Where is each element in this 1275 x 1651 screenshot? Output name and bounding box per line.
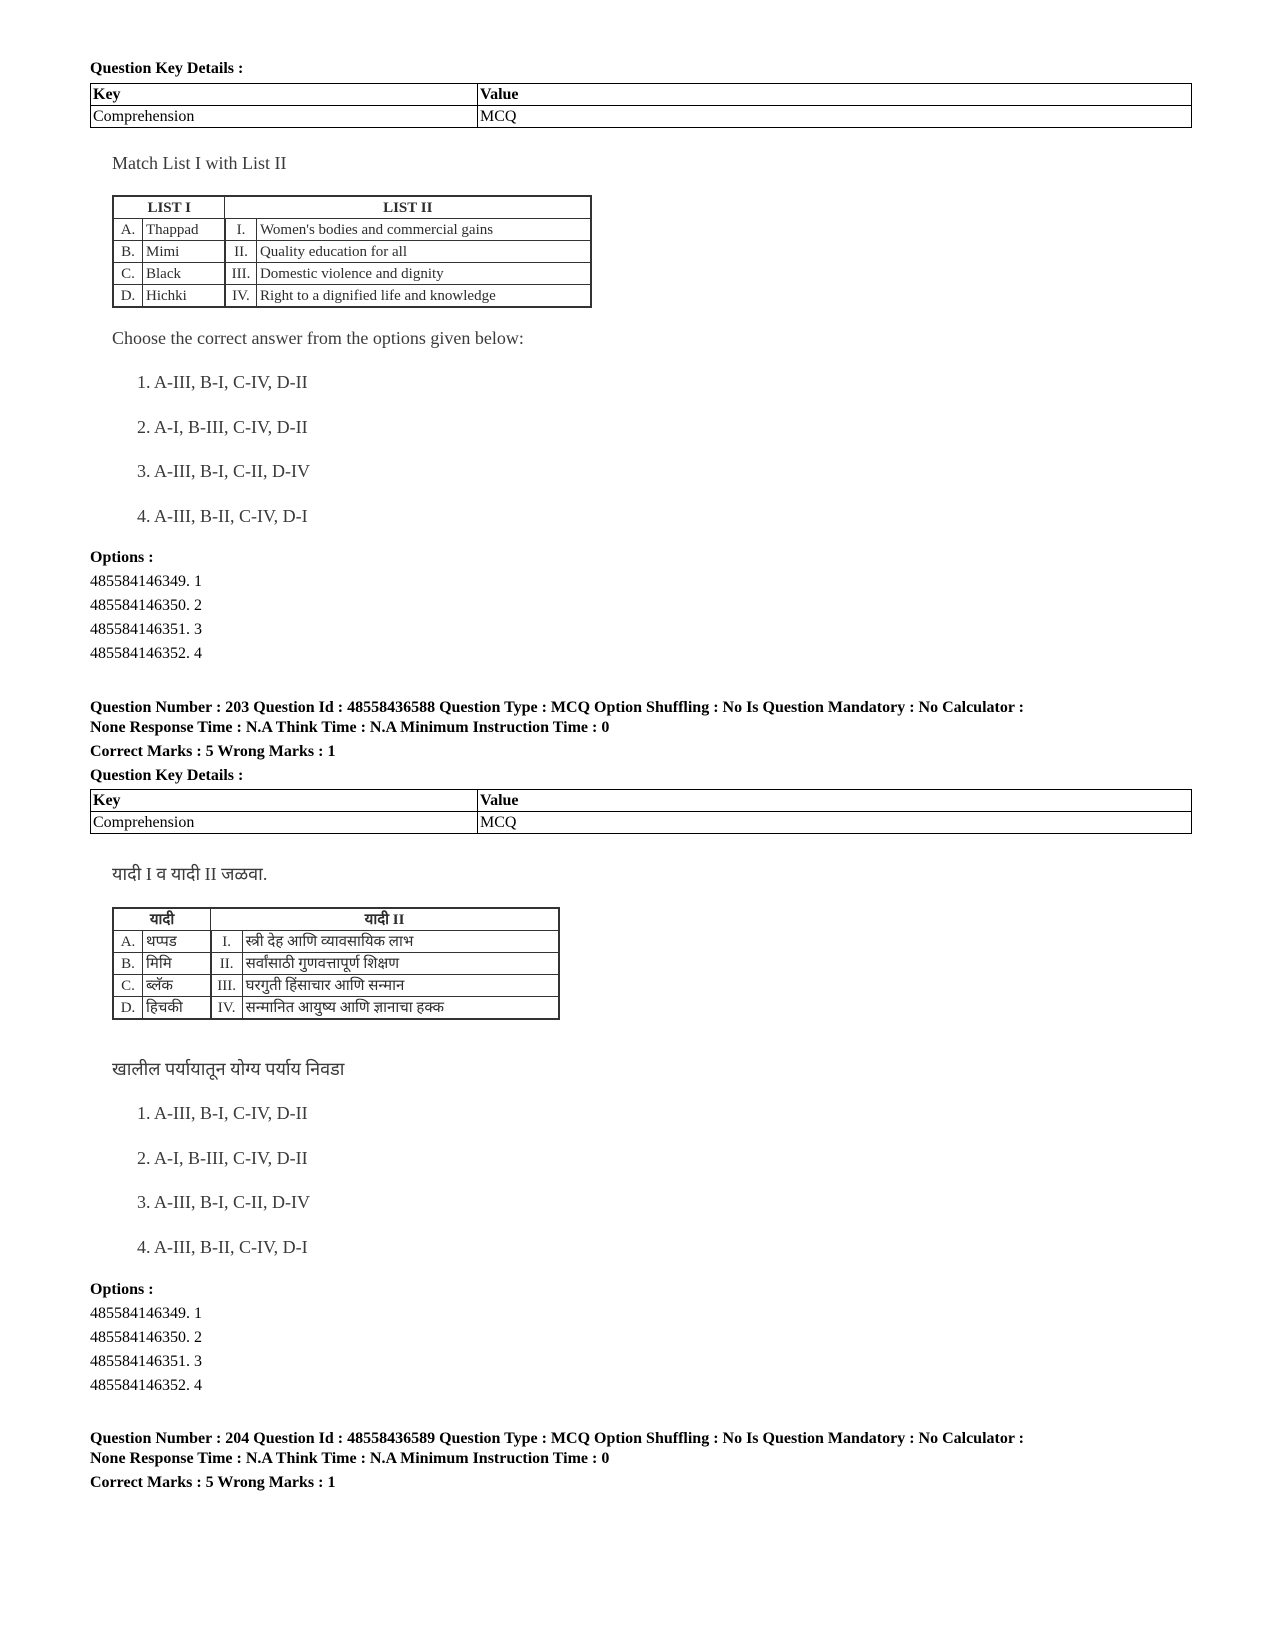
answer-choice: 3. A-III, B-I, C-II, D-IV xyxy=(137,1192,310,1212)
value-cell: MCQ xyxy=(478,106,1192,128)
key-details-label: Question Key Details : xyxy=(90,767,244,784)
question-meta-line: None Response Time : N.A Think Time : N.A Minimum Instruction Time : 0 xyxy=(90,1450,610,1467)
row-numeral: I. xyxy=(225,219,257,241)
list-row xyxy=(113,241,591,263)
key-value-table xyxy=(90,83,1192,128)
row-numeral: IV. xyxy=(225,285,257,308)
match-list-table xyxy=(112,195,592,308)
marks-line: Correct Marks : 5 Wrong Marks : 1 xyxy=(90,743,336,760)
option-item: 485584146351. 3 xyxy=(90,621,202,638)
row-item: Mimi xyxy=(143,241,225,263)
list1-header: यादी xyxy=(113,908,211,931)
list-header-row xyxy=(113,196,591,219)
row-letter: B. xyxy=(113,953,143,975)
row-numeral: II. xyxy=(211,953,243,975)
choose-instruction: खालील पर्यायातून योग्य पर्याय निवडा xyxy=(112,1059,345,1079)
key-cell: Comprehension xyxy=(91,812,478,834)
option-item: 485584146352. 4 xyxy=(90,1377,202,1394)
option-item: 485584146350. 2 xyxy=(90,1329,202,1346)
key-header: Key xyxy=(91,84,478,106)
row-item: मिमि xyxy=(143,953,211,975)
row-item: हिचकी xyxy=(143,997,211,1020)
row-numeral: III. xyxy=(225,263,257,285)
question-meta-line: None Response Time : N.A Think Time : N.A Minimum Instruction Time : 0 xyxy=(90,719,610,736)
row-letter: B. xyxy=(113,241,143,263)
answer-choice: 2. A-I, B-III, C-IV, D-II xyxy=(137,1148,308,1168)
row-numeral: I. xyxy=(211,931,243,953)
answer-choice: 1. A-III, B-I, C-IV, D-II xyxy=(137,1103,308,1123)
option-item: 485584146349. 1 xyxy=(90,573,202,590)
list-row xyxy=(113,975,559,997)
question-meta-line: Question Number : 204 Question Id : 48558436589 Question Type : MCQ Option Shuffling : No Is Question Mandatory : No Calculator : xyxy=(90,1430,1024,1447)
list-row xyxy=(113,219,591,241)
row-letter: A. xyxy=(113,931,143,953)
row-item: थप्पड xyxy=(143,931,211,953)
row-item: ब्लॅक xyxy=(143,975,211,997)
row-item: Thappad xyxy=(143,219,225,241)
row-description: Domestic violence and dignity xyxy=(256,263,591,285)
row-description: सन्मानित आयुष्य आणि ज्ञानाचा हक्क xyxy=(242,997,559,1020)
list-row xyxy=(113,931,559,953)
list-row xyxy=(113,953,559,975)
match-list-table xyxy=(112,907,560,1020)
option-item: 485584146351. 3 xyxy=(90,1353,202,1370)
row-description: सर्वांसाठी गुणवत्तापूर्ण शिक्षण xyxy=(242,953,559,975)
list-header-row xyxy=(113,908,559,931)
question-intro: यादी I व यादी II जळवा. xyxy=(112,864,268,884)
key-header: Key xyxy=(91,790,478,812)
option-item: 485584146349. 1 xyxy=(90,1305,202,1322)
marks-line: Correct Marks : 5 Wrong Marks : 1 xyxy=(90,1474,336,1491)
row-letter: D. xyxy=(113,285,143,308)
table-header-row xyxy=(91,84,1192,106)
list-row xyxy=(113,285,591,308)
answer-choice: 4. A-III, B-II, C-IV, D-I xyxy=(137,1237,308,1257)
row-item: Hichki xyxy=(143,285,225,308)
list-row xyxy=(113,997,559,1020)
question-intro: Match List I with List II xyxy=(112,153,287,173)
value-header: Value xyxy=(478,84,1192,106)
options-label: Options : xyxy=(90,1281,154,1298)
table-row xyxy=(91,812,1192,834)
row-numeral: IV. xyxy=(211,997,243,1020)
choose-instruction: Choose the correct answer from the options given below: xyxy=(112,328,524,348)
key-details-label: Question Key Details : xyxy=(90,60,244,77)
answer-choice: 4. A-III, B-II, C-IV, D-I xyxy=(137,506,308,526)
list-row xyxy=(113,263,591,285)
value-header: Value xyxy=(478,790,1192,812)
value-cell: MCQ xyxy=(478,812,1192,834)
row-letter: C. xyxy=(113,975,143,997)
answer-choice: 2. A-I, B-III, C-IV, D-II xyxy=(137,417,308,437)
table-row xyxy=(91,106,1192,128)
row-description: Right to a dignified life and knowledge xyxy=(256,285,591,308)
option-item: 485584146350. 2 xyxy=(90,597,202,614)
list2-header: LIST II xyxy=(225,196,591,219)
row-description: Women's bodies and commercial gains xyxy=(256,219,591,241)
row-description: स्त्री देह आणि व्यावसायिक लाभ xyxy=(242,931,559,953)
key-value-table xyxy=(90,789,1192,834)
row-description: Quality education for all xyxy=(256,241,591,263)
row-letter: A. xyxy=(113,219,143,241)
key-cell: Comprehension xyxy=(91,106,478,128)
question-meta-line: Question Number : 203 Question Id : 48558436588 Question Type : MCQ Option Shuffling : No Is Question Mandatory : No Calculator : xyxy=(90,699,1024,716)
list1-header: LIST I xyxy=(113,196,225,219)
row-letter: D. xyxy=(113,997,143,1020)
table-header-row xyxy=(91,790,1192,812)
answer-choice: 3. A-III, B-I, C-II, D-IV xyxy=(137,461,310,481)
row-numeral: II. xyxy=(225,241,257,263)
option-item: 485584146352. 4 xyxy=(90,645,202,662)
options-label: Options : xyxy=(90,549,154,566)
list2-header: यादी II xyxy=(211,908,559,931)
answer-choice: 1. A-III, B-I, C-IV, D-II xyxy=(137,372,308,392)
row-description: घरगुती हिंसाचार आणि सन्मान xyxy=(242,975,559,997)
row-item: Black xyxy=(143,263,225,285)
row-numeral: III. xyxy=(211,975,243,997)
row-letter: C. xyxy=(113,263,143,285)
